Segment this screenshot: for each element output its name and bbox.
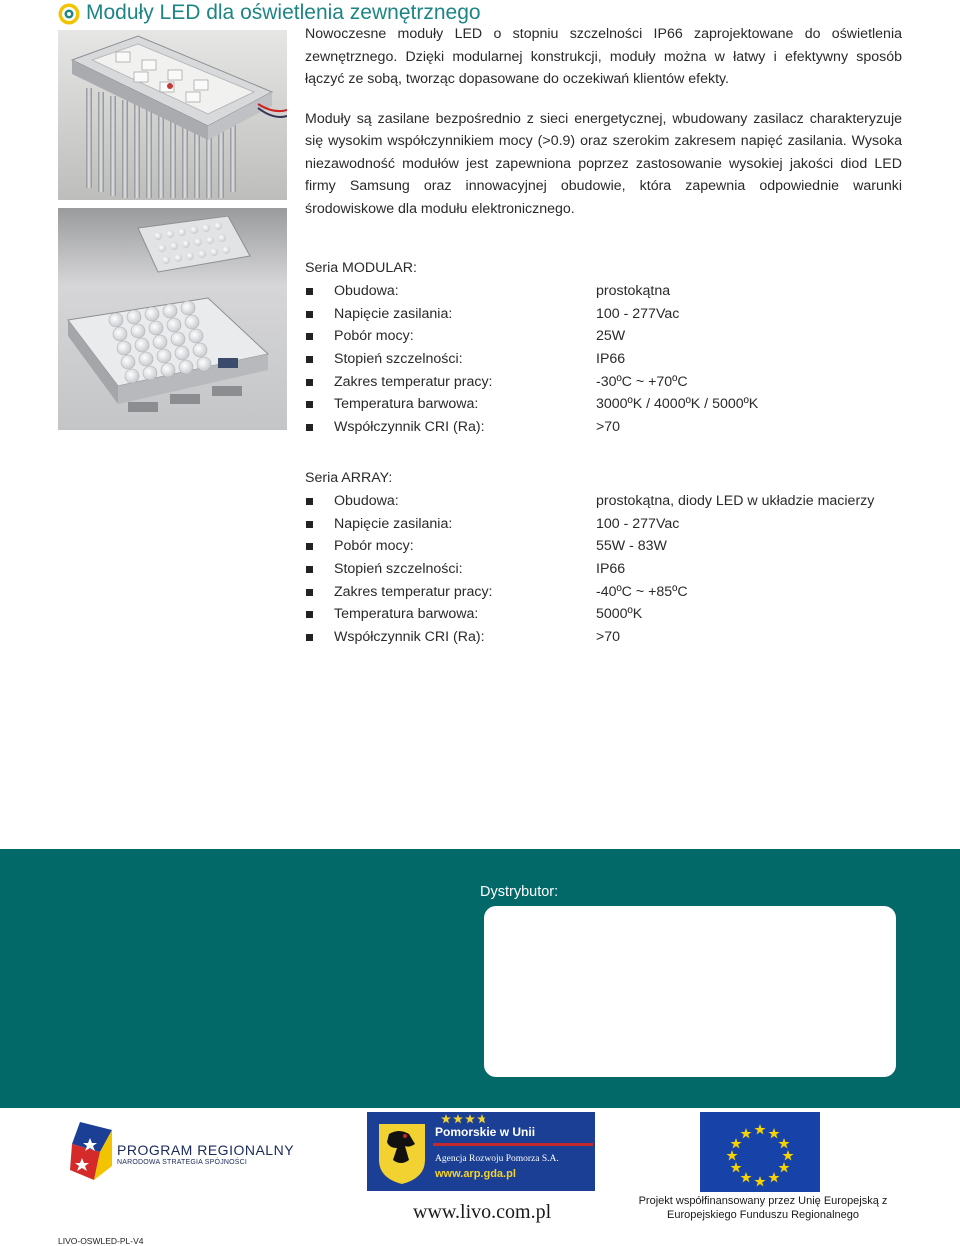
spec-value: 3000ºK / 4000ºK / 5000ºK: [596, 396, 759, 413]
spec-label: Pobór mocy:: [334, 328, 414, 345]
square-bullet-icon: [306, 566, 313, 573]
spec-row: [305, 371, 905, 394]
square-bullet-icon: [306, 634, 313, 641]
program-regionalny-title: PROGRAM REGIONALNY: [117, 1142, 295, 1158]
eu-flag-icon: [700, 1112, 820, 1192]
spec-label: Pobór mocy:: [334, 538, 414, 555]
page-title: Moduły LED dla oświetlenia zewnętrznego: [86, 1, 481, 24]
square-bullet-icon: [306, 288, 313, 295]
spec-label: Współczynnik CRI (Ra):: [334, 419, 485, 436]
spec-value: -30ºC ~ +70ºC: [596, 373, 688, 390]
square-bullet-icon: [306, 401, 313, 408]
series-modular-specs: [305, 257, 905, 439]
eu-funding-line-2: Europejskiego Funduszu Regionalnego: [666, 1209, 860, 1221]
spec-row: [305, 393, 905, 416]
square-bullet-icon: [306, 543, 313, 550]
spec-label: Temperatura barwowa:: [334, 396, 479, 413]
spec-row: [305, 603, 905, 626]
square-bullet-icon: [306, 521, 313, 528]
spec-row: [305, 581, 905, 604]
program-regionalny-subtitle: NARODOWA STRATEGIA SPÓJNOŚCI: [117, 1159, 248, 1166]
square-bullet-icon: [306, 379, 313, 386]
square-bullet-icon: [306, 424, 313, 431]
spec-label: Zakres temperatur pracy:: [334, 583, 493, 600]
distributor-label: Dystrybutor:: [480, 884, 559, 900]
square-bullet-icon: [306, 498, 313, 505]
square-bullet-icon: [306, 311, 313, 318]
spec-value: >70: [596, 629, 621, 646]
spec-row: [305, 416, 905, 439]
spec-value: -40ºC ~ +85ºC: [596, 583, 688, 600]
spec-value: prostokątna, diody LED w układzie macierzy: [596, 493, 875, 509]
spec-value: IP66: [596, 351, 626, 368]
spec-row: [305, 626, 905, 649]
spec-row: [305, 558, 905, 581]
spec-label: Temperatura barwowa:: [334, 606, 479, 623]
eu-funding-line-1: Projekt współfinansowany przez Unię Europejską z: [638, 1195, 888, 1207]
series-modular-title: Seria MODULAR:: [305, 260, 417, 276]
pomorskie-divider: [433, 1143, 593, 1146]
spec-value: 55W - 83W: [596, 538, 667, 555]
spec-label: Współczynnik CRI (Ra):: [334, 629, 485, 646]
square-bullet-icon: [306, 589, 313, 596]
spec-row: [305, 535, 905, 558]
spec-value: prostokątna: [596, 283, 671, 299]
intro-paragraph-1: Nowoczesne moduły LED o stopniu szczelności IP66 zaprojektowane do oświetlenia zewnętrznego. Dzięki modularnej konstrukcji, moduły można w łatwy i efektywny sposób łączyć ze sobą, tworząc dopasowane do oczekiwań klientów efekty.: [305, 26, 902, 87]
spec-value: 25W: [596, 328, 626, 345]
square-bullet-icon: [306, 611, 313, 618]
intro-text: [305, 23, 902, 220]
spec-label: Napięcie zasilania:: [334, 515, 453, 532]
modular-module-photo: [58, 30, 287, 200]
document-code: LIVO-OSWLED-PL-V4: [58, 1236, 144, 1246]
star-row-icon: [441, 1114, 485, 1124]
pomorskie-logo: [367, 1112, 595, 1191]
series-array-specs: [305, 467, 905, 649]
spec-value: 100 - 277Vac: [596, 305, 680, 322]
spec-value: >70: [596, 419, 621, 436]
griffin-crest-icon: [375, 1120, 429, 1186]
spec-row: [305, 303, 905, 326]
website-link[interactable]: www.livo.com.pl: [413, 1201, 552, 1223]
eu-funding-text: [618, 1194, 908, 1222]
pomorskie-title: Pomorskie w Unii: [435, 1125, 536, 1139]
square-bullet-icon: [306, 333, 313, 340]
spec-label: Stopień szczelności:: [334, 561, 463, 578]
spec-row: [305, 490, 905, 513]
spec-label: Zakres temperatur pracy:: [334, 373, 493, 390]
spec-row: [305, 348, 905, 371]
spec-row: [305, 513, 905, 536]
pomorskie-agency: Agencja Rozwoju Pomorza S.A.: [435, 1154, 559, 1164]
spec-row: [305, 325, 905, 348]
spec-label: Napięcie zasilania:: [334, 305, 453, 322]
spec-value: IP66: [596, 561, 626, 578]
spec-value: 5000ºK: [596, 606, 643, 623]
square-bullet-icon: [306, 356, 313, 363]
spec-row: [305, 280, 905, 303]
target-ring-icon: [58, 3, 80, 25]
pomorskie-url: www.arp.gda.pl: [435, 1168, 516, 1180]
distributor-box: [484, 906, 896, 1077]
spec-label: Obudowa:: [334, 283, 399, 299]
spec-label: Stopień szczelności:: [334, 351, 463, 368]
intro-paragraph-2: Moduły są zasilane bezpośrednio z sieci energetycznej, wbudowany zasilacz charakteryzuje się wysokim współczynnikiem mocy (>0.9) oraz szerokim zakresem napięć zasilania. Wysoka niezawodność modułów jest zapewniona poprzez zastosowanie wysokiej jakości diod LED firmy Samsung oraz innowacyjnej obudowie, która zapewnia odpowiednie warunki środowiskowe dla modułu elektronicznego.: [305, 110, 902, 217]
series-array-title: Seria ARRAY:: [305, 470, 393, 486]
spec-value: 100 - 277Vac: [596, 515, 680, 532]
array-module-photo: [58, 208, 287, 430]
program-regionalny-logo-icon: [70, 1122, 112, 1182]
spec-label: Obudowa:: [334, 493, 399, 509]
